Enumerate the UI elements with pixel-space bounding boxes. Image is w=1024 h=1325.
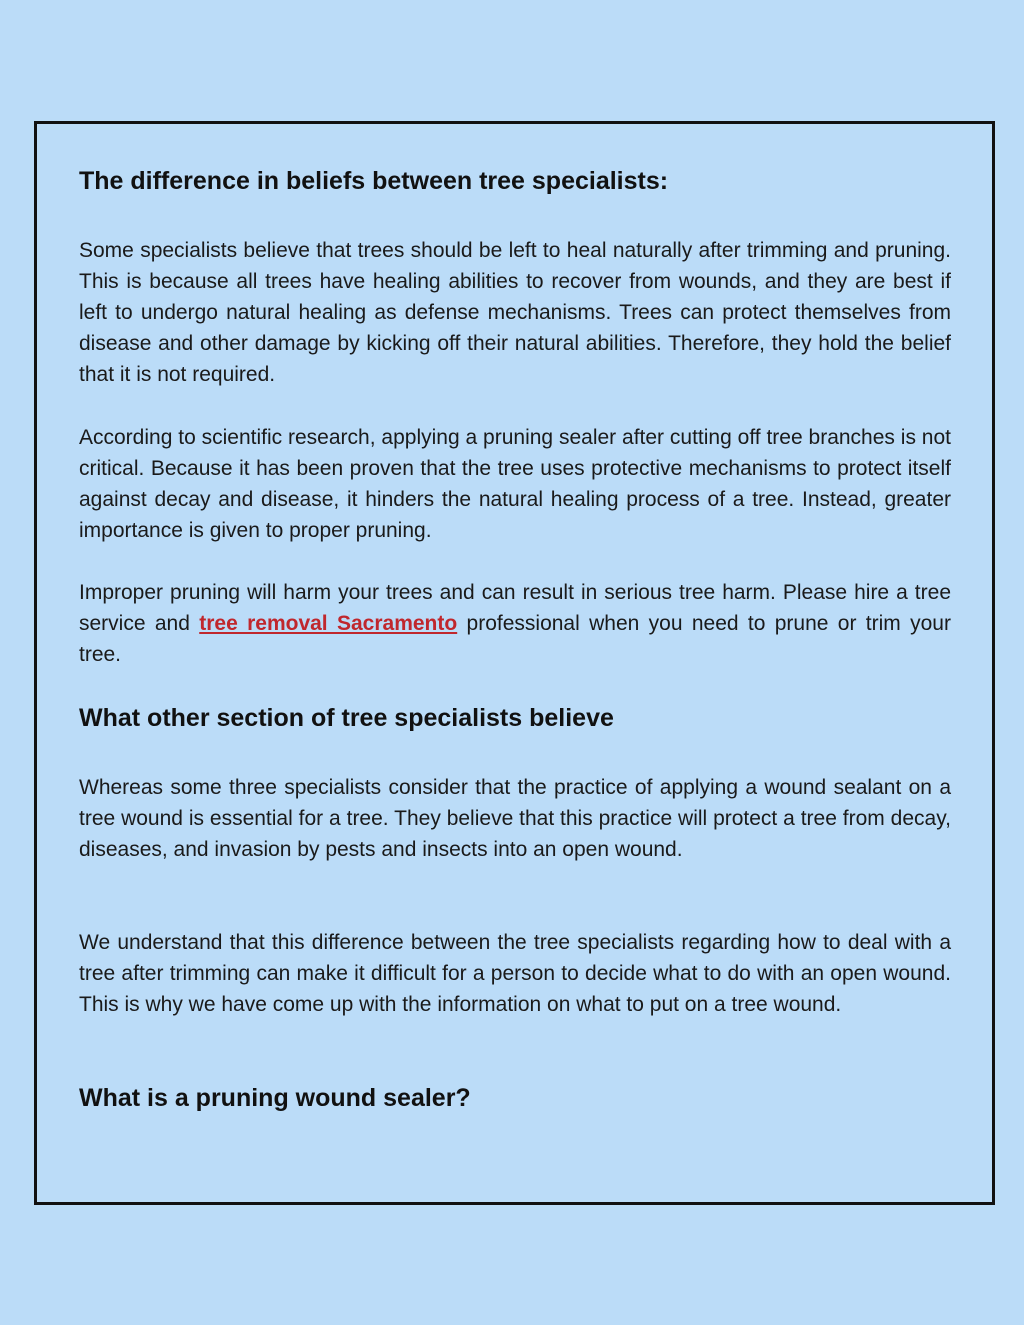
content-frame — [34, 121, 995, 1205]
paragraph-natural-healing: Some specialists believe that trees should be left to heal naturally after trimming and pruning. This is because all trees have healing abilities to recover from wounds, and they are best if left to undergo natural healing as defense mechanisms. Trees can protect themselves from disease and other damage by kicking off their natural abilities. Therefore, they hold the belief that it is not required. — [79, 239, 951, 386]
paragraph-improper-pruning — [79, 577, 951, 670]
section-heading-other-specialists: What other section of tree specialists believe — [79, 704, 614, 732]
tree-removal-link[interactable]: tree removal Sacramento — [199, 612, 458, 635]
section-heading-beliefs: The difference in beliefs between tree specialists: — [79, 167, 669, 195]
paragraph-text-after-link: professional when you need to prune or trim your tree. — [79, 612, 951, 666]
paragraph-understanding: We understand that this difference between the tree specialists regarding how to deal with a tree after trimming can make it difficult for a person to decide what to do with an open wound. This is why we have come up with the information on what to put on a tree wound. — [79, 931, 951, 1016]
paragraph-scientific-research: According to scientific research, applying a pruning sealer after cutting off tree branches is not critical. Because it has been proven that the tree uses protective mechanisms to protect itself against decay and disease, it hinders the natural healing process of a tree. Instead, greater importance is given to proper pruning. — [79, 426, 951, 542]
paragraph-text-before-link: Improper pruning will harm your trees and can result in serious tree harm. Please hire a tree service and — [79, 581, 951, 635]
paragraph-wound-sealant: Whereas some three specialists consider that the practice of applying a wound sealant on a tree wound is essential for a tree. They believe that this practice will protect a tree from decay, diseases, and invasion by pests and insects into an open wound. — [79, 776, 951, 861]
section-heading-wound-sealer: What is a pruning wound sealer? — [79, 1084, 471, 1112]
